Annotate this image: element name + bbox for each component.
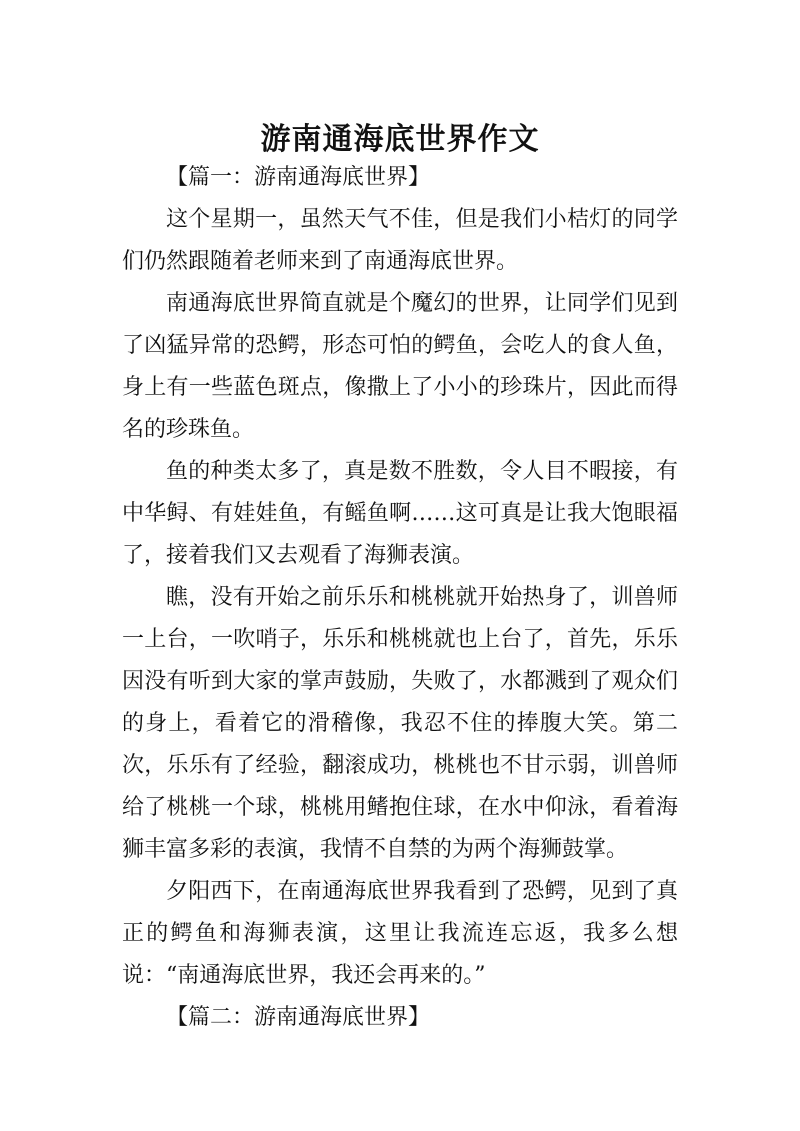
document-body bbox=[122, 157, 678, 1039]
paragraph-4: 瞧，没有开始之前乐乐和桃桃就开始热身了，训兽师一上台，一吹哨子，乐乐和桃桃就也上台了，首先，乐乐因没有听到大家的掌声鼓励，失败了，水都溅到了观众们的身上，看着它的滑稽像，我忍不住的捧腹大笑。第二次，乐乐有了经验，翻滚成功，桃桃也不甘示弱，训兽师给了桃桃一个球，桃桃用鳍抱住球，在水中仰泳，看着海狮丰富多彩的表演，我情不自禁的为两个海狮鼓掌。 bbox=[122, 585, 678, 862]
paragraph-1: 这个星期一，虽然天气不佳，但是我们小桔灯的同学们仍然跟随着老师来到了南通海底世界。 bbox=[122, 207, 678, 274]
section-heading-2: 【篇二：游南通海底世界】 bbox=[166, 1005, 431, 1030]
paragraph-2: 南通海底世界简直就是个魔幻的世界，让同学们见到了凶猛异常的恐鳄，形态可怕的鳄鱼，会吃人的食人鱼，身上有一些蓝色斑点，像撒上了小小的珍珠片，因此而得名的珍珠鱼。 bbox=[122, 291, 678, 442]
page-title: 游南通海底世界作文 bbox=[260, 122, 540, 158]
paragraph-3: 鱼的种类太多了，真是数不胜数，令人目不暇接，有中华鲟、有娃娃鱼，有鳐鱼啊……这可真是让我大饱眼福了，接着我们又去观看了海狮表演。 bbox=[122, 459, 678, 568]
section-heading-1: 【篇一：游南通海底世界】 bbox=[166, 165, 431, 190]
paragraph-5: 夕阳西下，在南通海底世界我看到了恐鳄，见到了真正的鳄鱼和海狮表演，这里让我流连忘返，我多么想说：“南通海底世界，我还会再来的。” bbox=[122, 879, 678, 988]
